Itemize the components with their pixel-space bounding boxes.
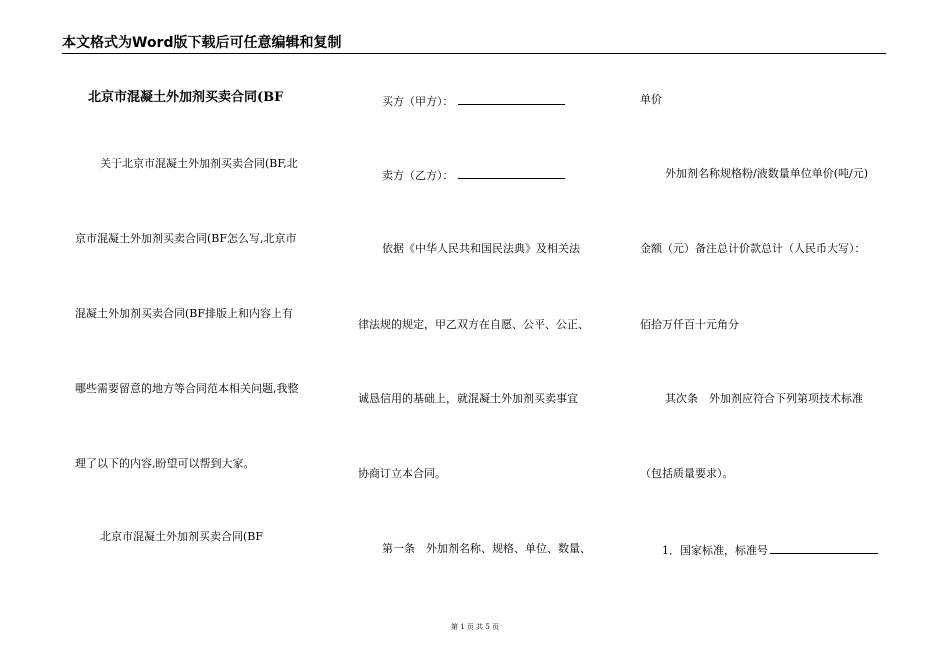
contract-title: 北京市混凝土外加剂买卖合同(BF — [88, 90, 284, 105]
body-line: 依据《中华人民共和国民法典》及相关法 — [382, 242, 580, 255]
seller-blank — [458, 167, 565, 179]
body-line: 理了以下的内容,盼望可以帮到大家。 — [75, 457, 255, 470]
body-line: （包括质量要求）。 — [640, 467, 734, 480]
seller-label: 卖方（乙方）： — [382, 169, 454, 182]
seller-field — [382, 167, 565, 183]
document-header: 本文格式为Word版下载后可任意编辑和复制 — [62, 35, 342, 51]
table-header-line: 外加剂名称规格粉/液数量单位单价(吨/元) — [665, 167, 868, 180]
body-line: 律法规的规定，甲乙双方在自愿、公平、公正、 — [358, 318, 589, 331]
buyer-label: 买方（甲方）： — [382, 95, 454, 108]
body-line: 单价 — [640, 93, 662, 106]
body-line: 金额（元）备注总计价款总计（人民币大写）： — [640, 242, 866, 255]
amount-units-line: 佰拾万仟百十元角分 — [640, 318, 739, 331]
page-number: 第 1 页 共 5 页 — [450, 623, 500, 631]
standard-blank — [770, 542, 878, 554]
header-divider — [62, 53, 886, 54]
body-line: 混凝土外加剂买卖合同(BF排版上和内容上有 — [75, 307, 294, 320]
clause-heading: 其次条 外加剂应符合下列第项技术标准 — [665, 392, 863, 405]
body-line: 北京市混凝土外加剂买卖合同(BF — [100, 530, 264, 543]
buyer-blank — [458, 93, 565, 105]
body-line: 关于北京市混凝土外加剂买卖合同(BF,北 — [100, 157, 298, 170]
buyer-field — [382, 93, 565, 109]
standard-field — [662, 542, 878, 558]
body-line: 协商订立本合同。 — [358, 467, 446, 480]
body-line: 京市混凝土外加剂买卖合同(BF怎么写,北京市 — [75, 232, 297, 245]
body-line: 哪些需要留意的地方等合同范本相关问题,我整 — [75, 382, 299, 395]
standard-label: 1．国家标准，标准号 — [662, 544, 768, 557]
clause-heading: 第一条 外加剂名称、规格、单位、数量、 — [382, 542, 591, 555]
body-line: 诚恳信用的基础上，就混凝土外加剂买卖事宜 — [358, 392, 578, 405]
